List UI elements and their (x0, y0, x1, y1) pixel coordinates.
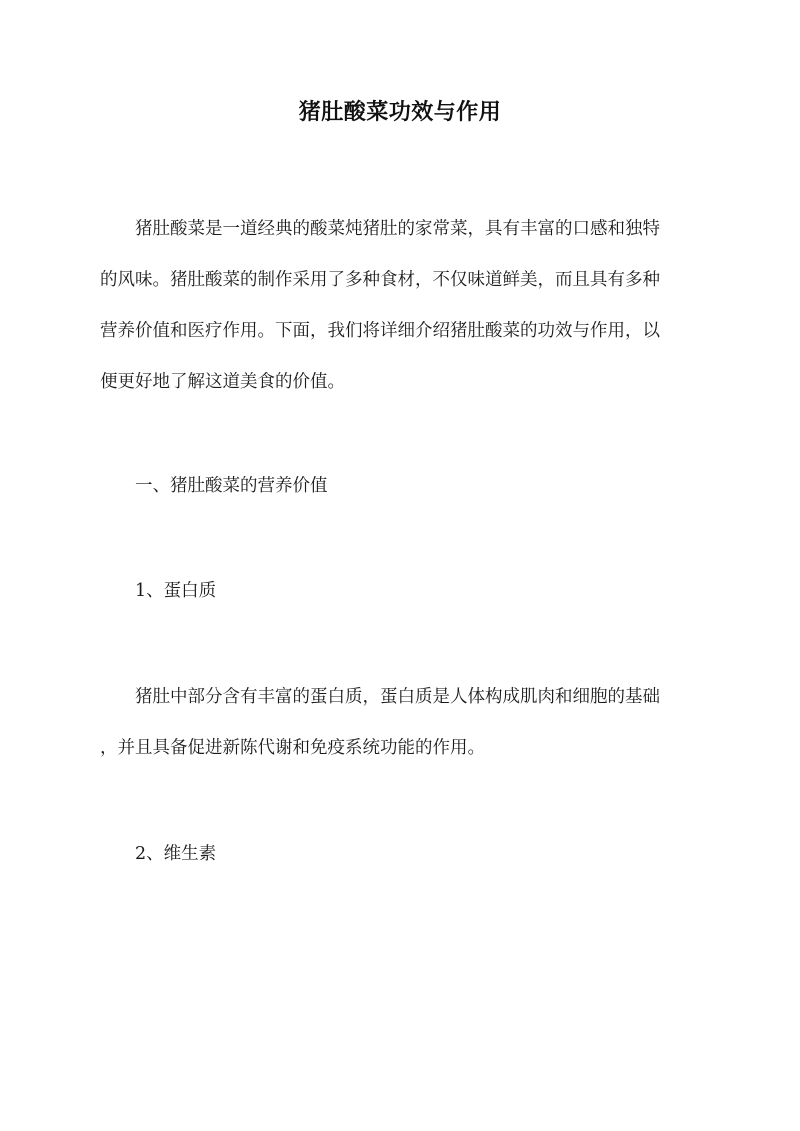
intro-line: 的风味。猪肚酸菜的制作采用了多种食材，不仅味道鲜美，而且具有多种 (100, 270, 660, 290)
subheading-vitamins: 2、维生素 (135, 844, 217, 864)
protein-line: ，并且具备促进新陈代谢和免疫系统功能的作用。 (100, 738, 485, 758)
intro-line: 猪肚酸菜是一道经典的酸菜炖猪肚的家常菜，具有丰富的口感和独特 (135, 219, 660, 239)
intro-line: 便更好地了解这道美食的价值。 (100, 372, 345, 392)
protein-line: 猪肚中部分含有丰富的蛋白质，蛋白质是人体构成肌肉和细胞的基础 (135, 687, 660, 707)
document-title: 猪肚酸菜功效与作用 (298, 99, 502, 125)
intro-line: 营养价值和医疗作用。下面，我们将详细介绍猪肚酸菜的功效与作用，以 (100, 321, 660, 341)
subheading-protein: 1、蛋白质 (135, 581, 217, 601)
section-heading-nutrition: 一、猪肚酸菜的营养价值 (135, 476, 328, 496)
